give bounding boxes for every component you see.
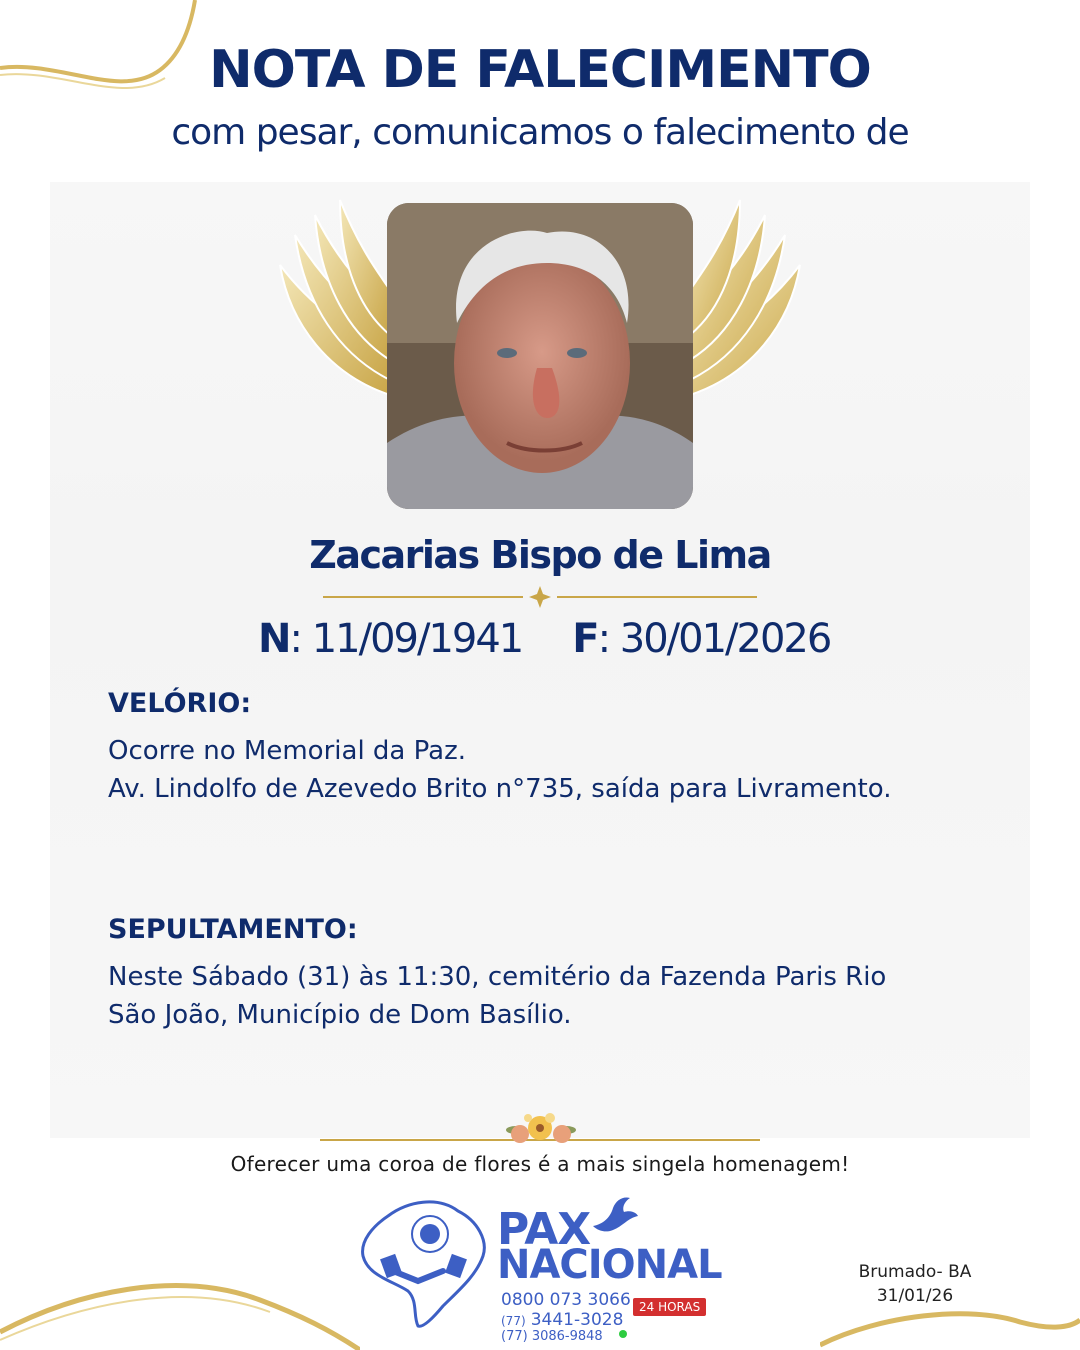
deceased-photo — [387, 203, 693, 509]
dove-icon — [588, 1196, 638, 1236]
death-date: 30/01/2026 — [619, 616, 831, 662]
gold-swoosh-bottom-left — [0, 1270, 360, 1350]
life-dates: N: 11/09/1941 F: 30/01/2026 — [258, 616, 831, 662]
page-subtitle: com pesar, comunicamos o falecimento de — [171, 112, 909, 153]
brand-name-line2: NACIONAL — [497, 1242, 722, 1288]
birth-label: N — [258, 616, 290, 662]
sepultamento-body: Neste Sábado (31) às 11:30, cemitério da Fazenda Paris Rio São João, Município de Dom Basílio. — [108, 962, 887, 1030]
brand-name-line1: PAX — [497, 1204, 591, 1255]
24h-badge: 24 HORAS — [633, 1298, 706, 1316]
birth-date: 11/09/1941 — [311, 616, 523, 662]
velorio-body: Ocorre no Memorial da Paz. Av. Lindolfo de Azevedo Brito n°735, saída para Livramento. — [108, 736, 892, 804]
phone-landline[interactable] — [501, 1310, 623, 1330]
phone-mobile[interactable]: (77) 3086-9848 — [501, 1329, 603, 1344]
deceased-name: Zacarias Bispo de Lima — [309, 533, 771, 577]
location-city: Brumado- BA — [858, 1262, 972, 1282]
post-date: 31/01/26 — [876, 1286, 954, 1306]
death-label: F — [572, 616, 598, 662]
page-title: NOTA DE FALECIMENTO — [209, 40, 871, 100]
gold-divider — [323, 586, 757, 608]
brazil-map-handshake-logo — [358, 1196, 494, 1330]
velorio-title: VELÓRIO: — [108, 688, 252, 719]
tribute-message: Oferecer uma coroa de flores é a mais singela homenagem! — [230, 1152, 850, 1176]
location-date — [840, 1260, 990, 1308]
phone-landline-number: 3441-3028 — [530, 1310, 624, 1330]
phone-area-code: (77) — [501, 1314, 526, 1328]
whatsapp-icon — [619, 1330, 627, 1338]
floral-ornament-icon — [320, 1108, 760, 1156]
sepultamento-title: SEPULTAMENTO: — [108, 914, 358, 945]
phone-tollfree[interactable]: 0800 073 3066 — [501, 1290, 631, 1310]
